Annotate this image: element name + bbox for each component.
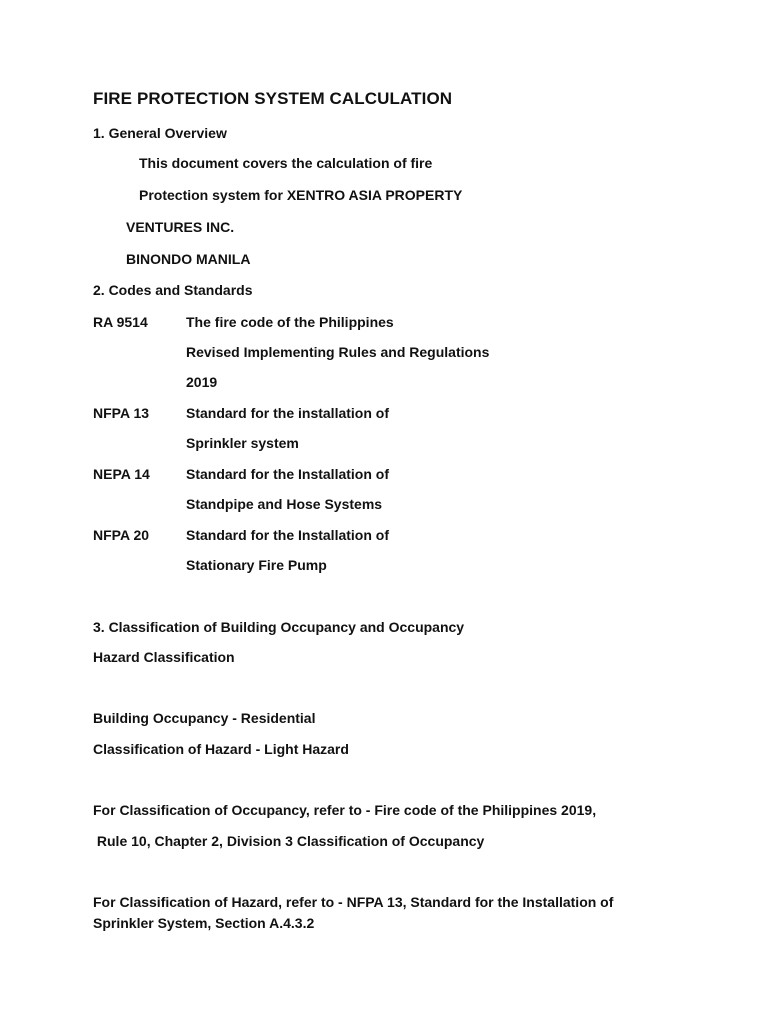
standard-desc-line: Standard for the Installation of — [186, 527, 390, 543]
standard-desc-line: Standard for the Installation of — [186, 466, 390, 482]
hazard-reference: For Classification of Hazard, refer to - NFPA 13, Standard for the Installation of — [93, 894, 614, 910]
standard-code-nfpa20: NFPA 20 — [93, 527, 150, 543]
overview-line-4: BINONDO MANILA — [126, 251, 251, 267]
hazard-classification: Classification of Hazard - Light Hazard — [93, 741, 349, 757]
overview-line-2: Protection system for XENTRO ASIA PROPERTY — [139, 187, 463, 203]
standard-desc-line: Standard for the installation of — [186, 405, 390, 421]
section-1-heading: 1. General Overview — [93, 125, 227, 141]
hazard-reference-continued: Sprinkler System, Section A.4.3.2 — [93, 915, 315, 931]
occupancy-reference: For Classification of Occupancy, refer to - Fire code of the Philippines 2019, — [93, 802, 597, 818]
standard-code-nfpa13: NFPA 13 — [93, 405, 150, 421]
standard-desc-line: Sprinkler system — [186, 435, 299, 451]
building-occupancy: Building Occupancy - Residential — [93, 710, 316, 726]
standard-code-ra9514: RA 9514 — [93, 314, 148, 330]
standard-desc-line: Standpipe and Hose Systems — [186, 496, 383, 512]
standard-desc-line: Stationary Fire Pump — [186, 557, 327, 573]
section-2-heading: 2. Codes and Standards — [93, 282, 253, 298]
section-3-heading-continued: Hazard Classification — [93, 649, 235, 665]
standard-desc-line: The fire code of the Philippines — [186, 314, 394, 330]
occupancy-reference-continued: Rule 10, Chapter 2, Division 3 Classification of Occupancy — [93, 833, 485, 849]
overview-line-1: This document covers the calculation of fire — [139, 155, 433, 171]
overview-line-3: VENTURES INC. — [126, 219, 235, 235]
standard-desc-line: Revised Implementing Rules and Regulations — [186, 344, 490, 360]
section-3-heading: 3. Classification of Building Occupancy and Occupancy — [93, 619, 465, 635]
document-title: FIRE PROTECTION SYSTEM CALCULATION — [93, 89, 453, 108]
standard-code-nepa14: NEPA 14 — [93, 466, 150, 482]
standard-desc-line: 2019 — [186, 374, 218, 390]
